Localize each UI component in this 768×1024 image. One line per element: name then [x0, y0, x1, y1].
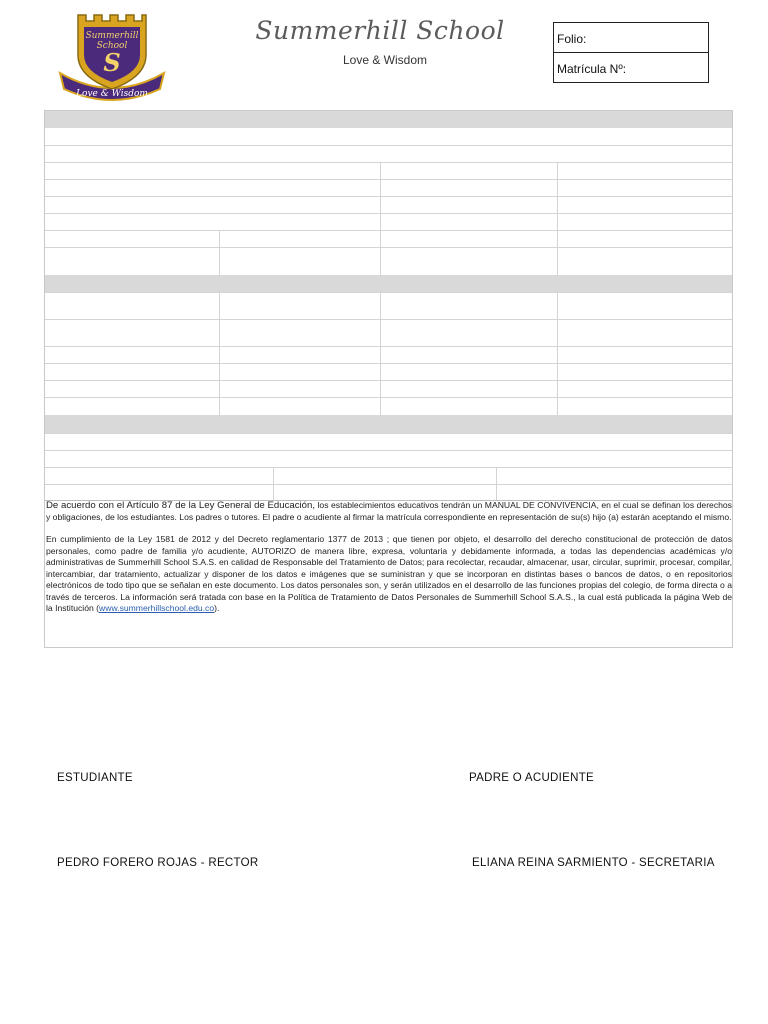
school-crest-logo	[56, 11, 168, 101]
folio-label: Folio:	[557, 32, 587, 46]
signature-parent: PADRE O ACUDIENTE	[469, 772, 595, 784]
signature-student: ESTUDIANTE	[57, 772, 133, 784]
legal-paragraph-convivencia: De acuerdo con el Artículo 87 de la Ley General de Educación, los establecimientos educativos tendrán un MANUAL DE CONVIVENCIA, en el cual se definan los derechos y obligaciones, de los estudiantes. Los padres o tutores. El padre o acudiente al firmar la matrícula correspondiente en representación de su(s) hijo (a) estarán aceptando el mismo.	[46, 500, 732, 522]
school-motto: Love & Wisdom	[342, 53, 428, 67]
section-header-student	[45, 111, 732, 128]
svg-text:Summerhill: Summerhill	[85, 31, 139, 41]
matricula-field[interactable]	[554, 53, 708, 83]
folio-field[interactable]	[554, 23, 708, 53]
signature-secretary: ELIANA REINA SARMIENTO - SECRETARIA	[472, 857, 715, 869]
legal-notice	[46, 500, 732, 615]
school-name: Summerhill School	[255, 16, 505, 45]
section-header-guardian	[45, 415, 732, 433]
folio-box	[553, 22, 709, 83]
matricula-label: Matrícula Nº:	[557, 62, 627, 76]
institution-website-link[interactable]: www.summerhillschool.edu.co	[99, 603, 215, 613]
section-header-parents	[45, 275, 732, 292]
signature-rector: PEDRO FORERO ROJAS - RECTOR	[57, 857, 259, 869]
legal-paragraph-data-protection: En cumplimiento de la Ley 1581 de 2012 y del Decreto reglamentario 1377 de 2013 ; que tienen por objeto, el desarrollo del derecho constitucional de protección de datos personales, como padre de familia y/o acudiente, AUTORIZO de manera libre, expresa, voluntaria y debidamente informada, a todas las dependencias académicas y/o administrativas de Summerhill School S.A.S. en calidad de Responsable del Tratamiento de Datos; para recolectar, recaudar, almacenar, usar, circular, suprimir, procesar, compilar, intercambiar, dar tratamiento, actualizar y disponer de los datos e imágenes que se suministran y que se incorporan en distintas bases o bancos de datos, o en repositorios electrónicos de todo tipo que se señalan en este documento. Los datos personales son, y serán utilizados en el desarrollo de las funciones propias del colegio, de forma directa o a través de terceros. La información será tratada con base en la Política de Tratamiento de Datos Personales de Summerhill School S.A.S., la cual está publicada la página Web de la Institución (www.summerhillschool.edu.co).	[46, 534, 732, 613]
svg-text:School: School	[96, 41, 128, 51]
svg-text:Love & Wisdom: Love & Wisdom	[76, 89, 148, 99]
svg-text:S: S	[103, 48, 121, 77]
